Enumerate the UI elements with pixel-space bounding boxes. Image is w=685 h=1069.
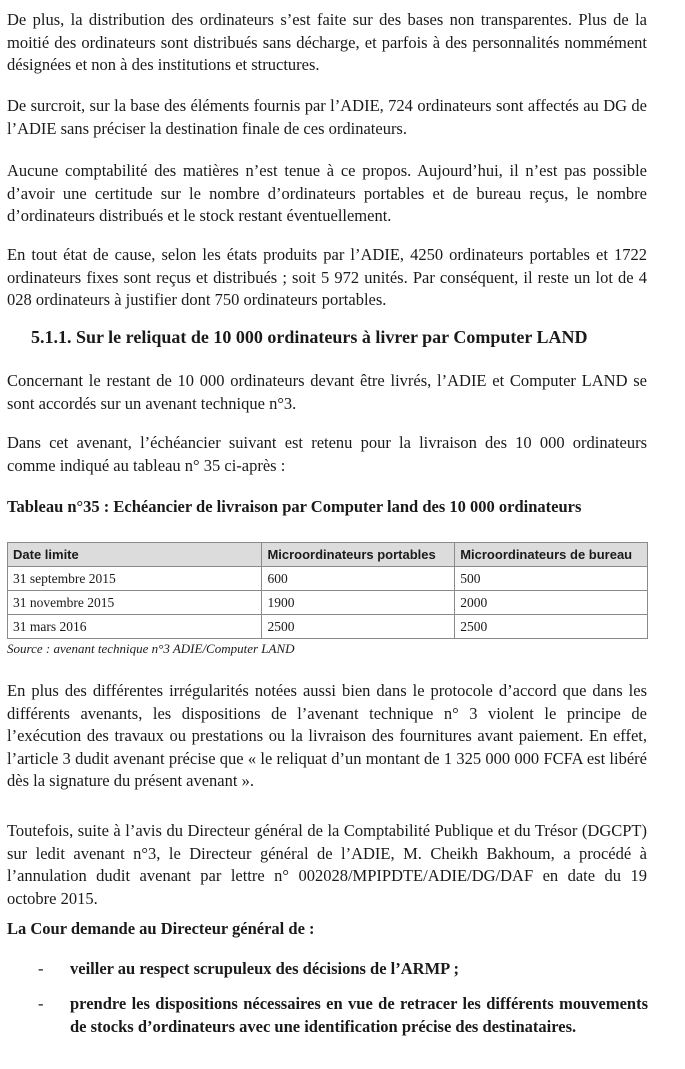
paragraph-surcroit: De surcroit, sur la base des éléments fournis par l’ADIE, 724 ordinateurs sont affectés au DG de l’ADIE sans préciser la destination finale de ces ordinateurs. bbox=[7, 96, 647, 138]
table-title: Tableau n°35 : Echéancier de livraison par Computer land des 10 000 ordinateurs bbox=[7, 497, 582, 516]
cell-bureau: 2500 bbox=[455, 615, 648, 639]
paragraph-comptabilite: Aucune comptabilité des matières n’est tenue à ce propos. Aujourd’hui, il n’est pas possible d’avoir une certitude sur le nombre d’ordinateurs portables et de bureau reçus, le nombre d’ordinateurs distribués et le stock restant éventuellement. bbox=[7, 161, 647, 225]
header-bureau: Microordinateurs de bureau bbox=[455, 543, 648, 567]
cour-demand-title: La Cour demande au Directeur général de : bbox=[7, 919, 315, 938]
cell-bureau: 2000 bbox=[455, 591, 648, 615]
section-heading: 5.1.1. Sur le reliquat de 10 000 ordinateurs à livrer par Computer LAND bbox=[31, 327, 588, 347]
paragraph-distribution: De plus, la distribution des ordinateurs s’est faite sur des bases non transparentes. Plus de la moitié des ordinateurs sont distribués sans décharge, et parfois à des personnalités nommément désignées et non à des institutions et structures. bbox=[7, 10, 647, 74]
table-row bbox=[8, 615, 648, 639]
cell-date: 31 mars 2016 bbox=[8, 615, 262, 639]
paragraph-toutefois: Toutefois, suite à l’avis du Directeur général de la Comptabilité Publique et du Trésor (DGCPT) sur ledit avenant n°3, le Directeur général de l’ADIE, M. Cheikh Bakhoum, a procédé à l’annulation dudit avenant par lettre n° 002028/MPIPDTE/ADIE/DG/DAF en date du 19 octobre 2015. bbox=[7, 821, 647, 908]
table-header-row bbox=[8, 543, 648, 567]
cell-portables: 2500 bbox=[262, 615, 455, 639]
cell-bureau: 500 bbox=[455, 567, 648, 591]
demand-item-text: prendre les dispositions nécessaires en vue de retracer les différents mouvements de stocks d’ordinateurs avec une identification précise des destinataires. bbox=[70, 994, 648, 1036]
table-row bbox=[8, 567, 648, 591]
bullet-dash: - bbox=[38, 994, 44, 1013]
cell-date: 31 septembre 2015 bbox=[8, 567, 262, 591]
demand-item-text: veiller au respect scrupuleux des décisions de l’ARMP ; bbox=[70, 959, 459, 978]
paragraph-etat-de-cause: En tout état de cause, selon les états produits par l’ADIE, 4250 ordinateurs portables et 1722 ordinateurs fixes sont reçus et distribués ; soit 5 972 unités. Par conséquent, il reste un lot de 4 028 ordinateurs à justifier dont 750 ordinateurs portables. bbox=[7, 245, 647, 309]
cell-date: 31 novembre 2015 bbox=[8, 591, 262, 615]
paragraph-restant: Concernant le restant de 10 000 ordinateurs devant être livrés, l’ADIE et Computer LAND se sont accordés sur un avenant technique n°3. bbox=[7, 371, 647, 413]
demand-item bbox=[38, 993, 648, 1038]
delivery-schedule-table bbox=[7, 542, 648, 639]
table-row bbox=[8, 591, 648, 615]
paragraph-avenant: Dans cet avenant, l’échéancier suivant est retenu pour la livraison des 10 000 ordinateurs comme indiqué au tableau n° 35 ci-après : bbox=[7, 433, 647, 475]
cell-portables: 600 bbox=[262, 567, 455, 591]
cell-portables: 1900 bbox=[262, 591, 455, 615]
paragraph-irregularites: En plus des différentes irrégularités notées aussi bien dans le protocole d’accord que dans les différents avenants, les dispositions de l’avenant technique n° 3 violent le principe de l’exécution des travaux ou prestations ou la livraison des fournitures avant paiement. En effet, l’article 3 dudit avenant précise que « le reliquat d’un montant de 1 325 000 000 FCFA est libéré dès la signature du présent avenant ». bbox=[7, 681, 647, 790]
demand-item bbox=[38, 958, 648, 981]
bullet-dash: - bbox=[38, 959, 44, 978]
header-portables: Microordinateurs portables bbox=[262, 543, 455, 567]
table-source: Source : avenant technique n°3 ADIE/Computer LAND bbox=[7, 641, 295, 656]
header-date-limite: Date limite bbox=[8, 543, 262, 567]
